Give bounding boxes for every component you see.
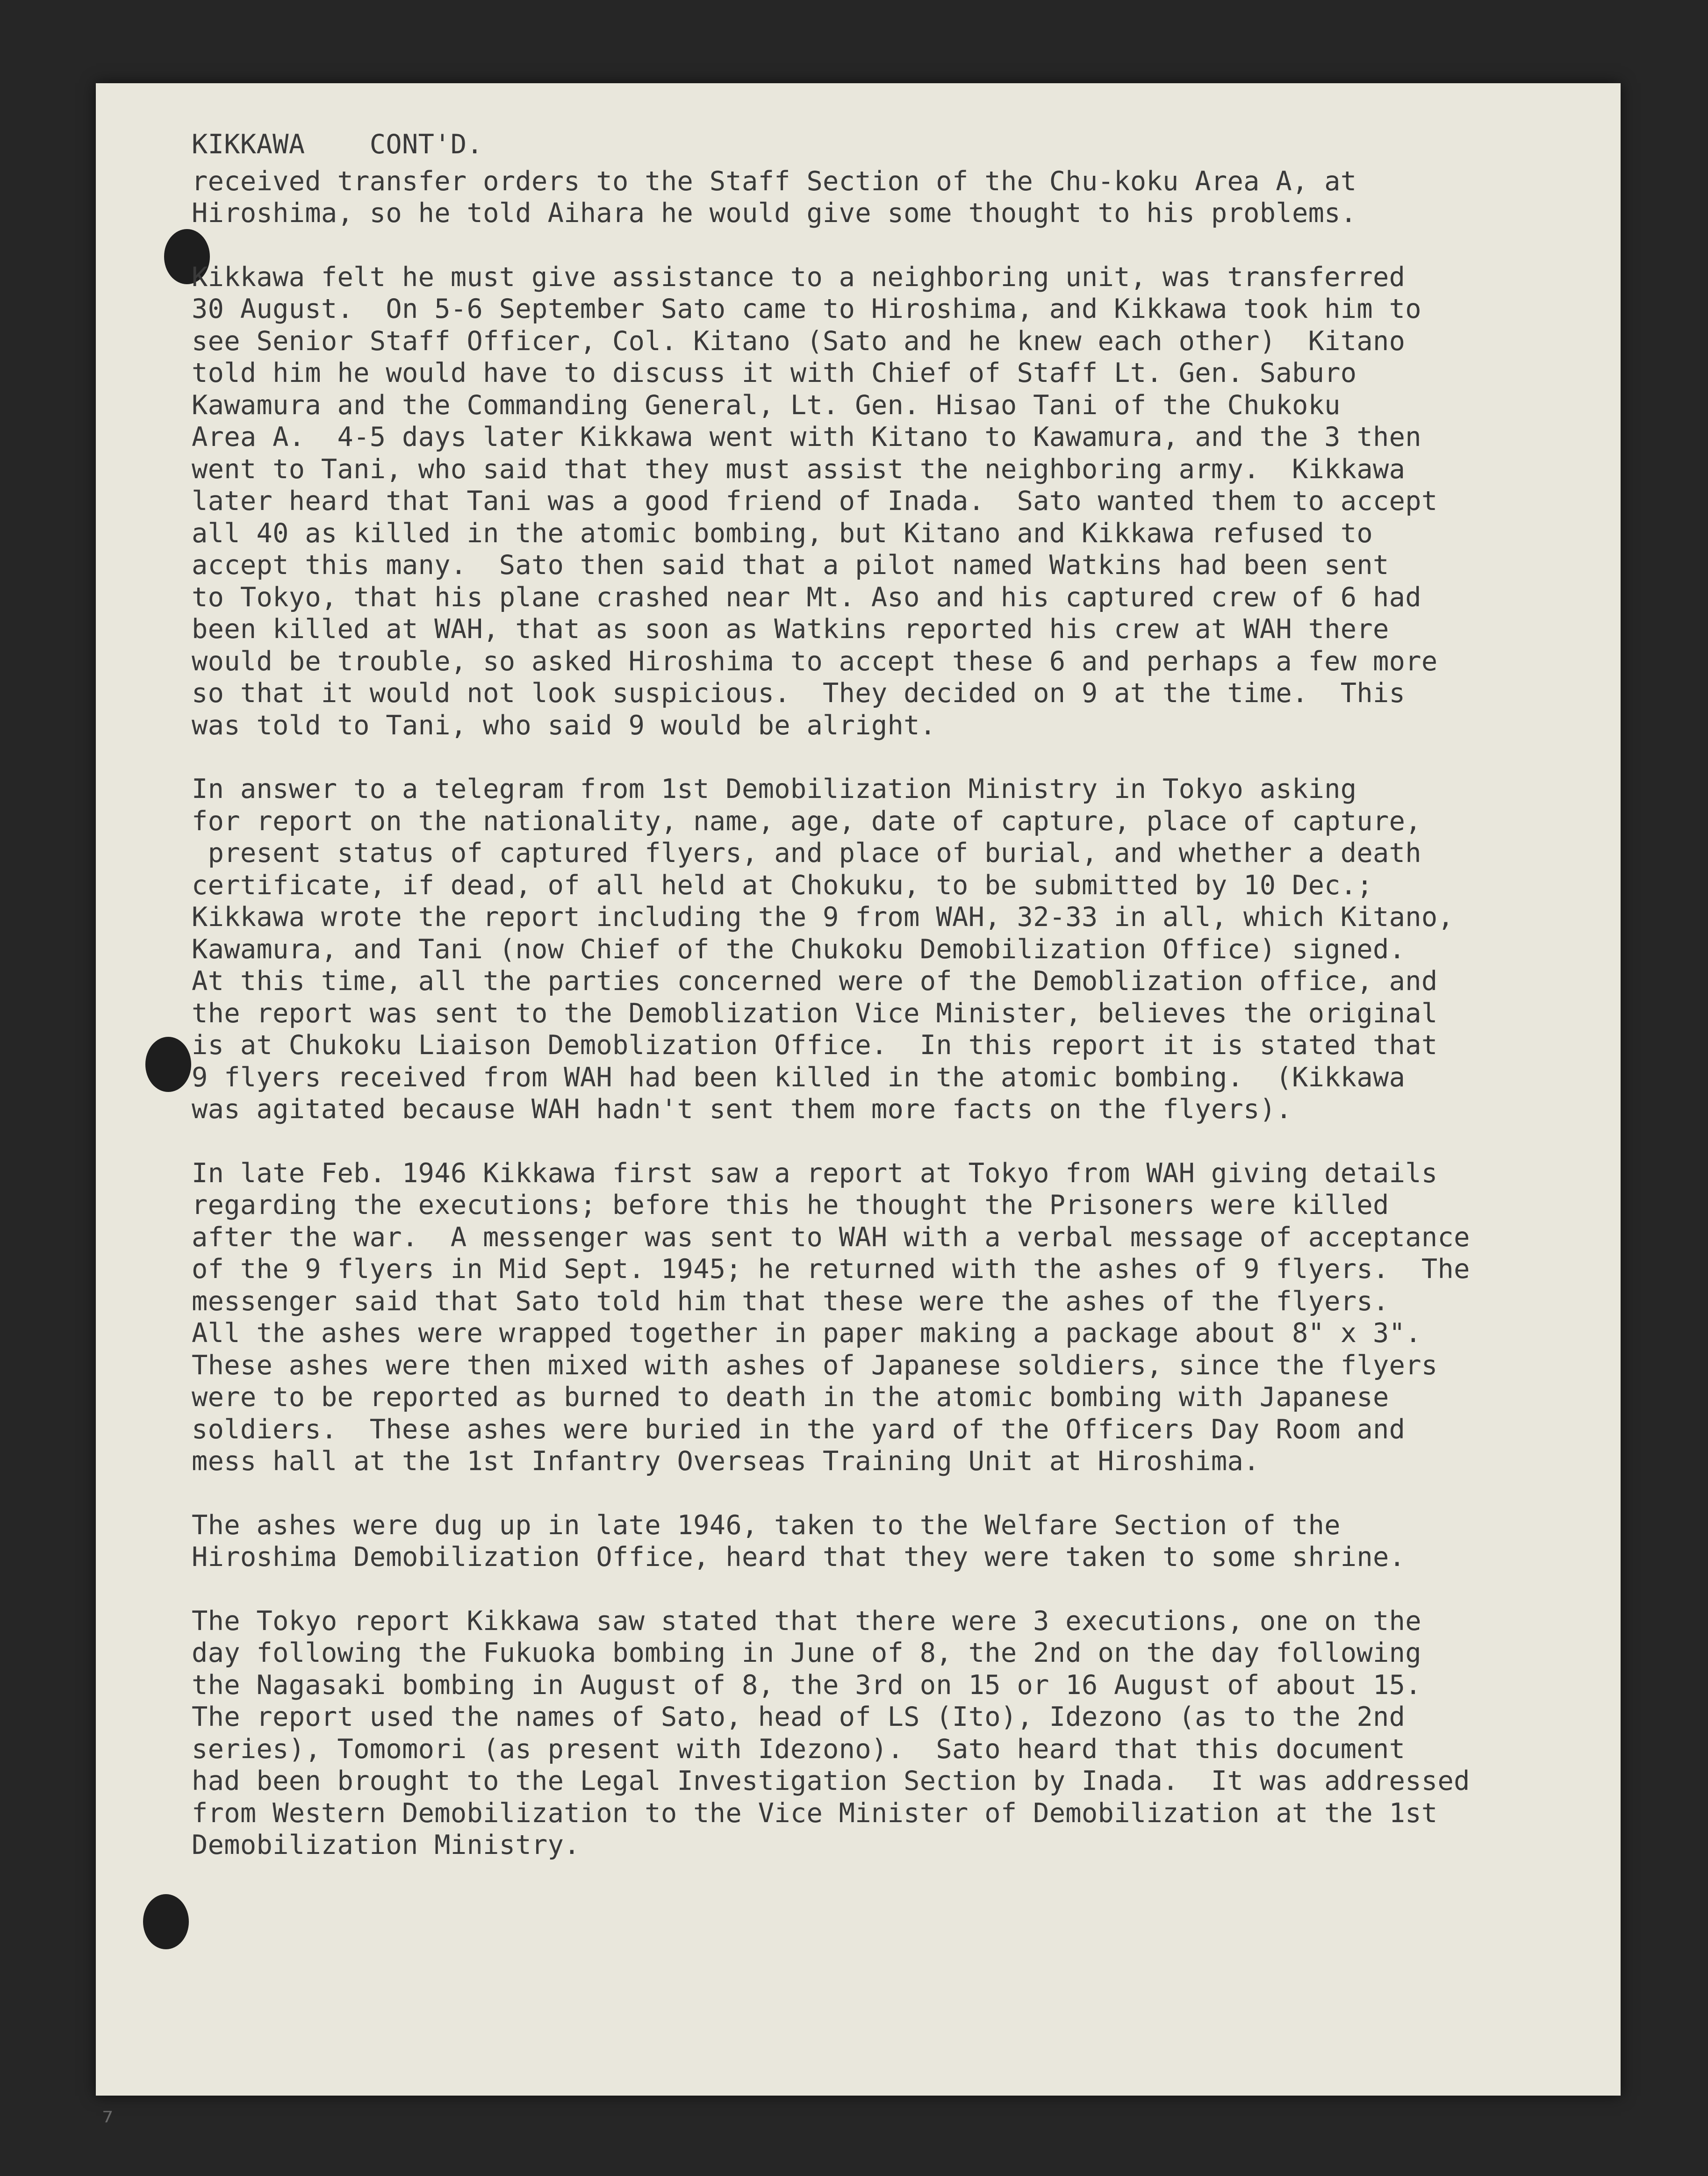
paragraph (192, 261, 1482, 742)
text-line: were to be reported as burned to death in the atomic bombing with Japanese (192, 1382, 1389, 1413)
text-line: present status of captured flyers, and place of burial, and whether a death (192, 838, 1421, 869)
text-line: The report used the names of Sato, head of LS (Ito), Idezono (as to the 2nd (192, 1702, 1406, 1732)
page-header: KIKKAWA CONT'D. (192, 129, 483, 160)
text-line: certificate, if dead, of all held at Chokuku, to be submitted by 10 Dec.; (192, 869, 1373, 901)
text-line: Kawamura and the Commanding General, Lt. Gen. Hisao Tani of the Chukoku (192, 389, 1341, 421)
paragraph (192, 1605, 1482, 1861)
punch-hole-middle (145, 1037, 191, 1092)
text-line: Kawamura, and Tani (now Chief of the Chukoku Demobilization Office) signed. (192, 934, 1406, 965)
text-line: told him he would have to discuss it with Chief of Staff Lt. Gen. Saburo (192, 358, 1357, 388)
text-line: messenger said that Sato told him that these were the ashes of the flyers. (192, 1285, 1389, 1317)
text-line: was agitated because WAH hadn't sent them more facts on the flyers). (192, 1094, 1292, 1125)
text-line: The Tokyo report Kikkawa saw stated that there were 3 executions, one on the (192, 1605, 1421, 1637)
text-line: Hiroshima Demobilization Office, heard that they were taken to some shrine. (192, 1542, 1406, 1573)
text-line: 30 August. On 5-6 September Sato came to Hiroshima, and Kikkawa took him to (192, 294, 1421, 324)
text-line: is at Chukoku Liaison Demoblization Office. In this report it is stated that (192, 1030, 1438, 1061)
text-line: Kikkawa felt he must give assistance to a neighboring unit, was transferred (192, 261, 1406, 293)
text-line: was told to Tani, who said 9 would be alright. (192, 710, 936, 741)
text-line: the Nagasaki bombing in August of 8, the 3rd on 15 or 16 August of about 15. (192, 1669, 1421, 1701)
paragraph (192, 165, 1482, 230)
text-line: In answer to a telegram from 1st Demobilization Ministry in Tokyo asking (192, 774, 1357, 804)
text-line: the report was sent to the Demoblization Vice Minister, believes the original (192, 998, 1438, 1029)
punch-hole-bottom (143, 1894, 189, 1949)
text-line: Hiroshima, so he told Aihara he would give some thought to his problems. (192, 198, 1357, 229)
text-line: In late Feb. 1946 Kikkawa first saw a report at Tokyo from WAH giving details (192, 1157, 1438, 1189)
text-line: series), Tomomori (as present with Idezono). Sato heard that this document (192, 1733, 1406, 1765)
text-line: soldiers. These ashes were buried in the yard of the Officers Day Room and (192, 1414, 1406, 1445)
paragraph (192, 1157, 1482, 1478)
text-line: would be trouble, so asked Hiroshima to accept these 6 and perhaps a few more (192, 646, 1438, 677)
paragraph (192, 773, 1482, 1126)
text-line: At this time, all the parties concerned were of the Demoblization office, and (192, 966, 1438, 997)
text-line: later heard that Tani was a good friend of Inada. Sato wanted them to accept (192, 486, 1438, 517)
text-line: Area A. 4-5 days later Kikkawa went with Kitano to Kawamura, and the 3 then (192, 422, 1421, 452)
text-line: been killed at WAH, that as soon as Watkins reported his crew at WAH there (192, 614, 1389, 645)
text-line: mess hall at the 1st Infantry Overseas Training Unit at Hiroshima. (192, 1446, 1260, 1477)
text-line: from Western Demobilization to the Vice Minister of Demobilization at the 1st (192, 1797, 1438, 1829)
text-line: accept this many. Sato then said that a pilot named Watkins had been sent (192, 550, 1389, 581)
corner-mark: ⁷ (102, 2106, 114, 2139)
text-line: had been brought to the Legal Investigation Section by Inada. It was addressed (192, 1766, 1470, 1796)
text-line: regarding the executions; before this he thought the Prisoners were killed (192, 1190, 1389, 1221)
text-line: These ashes were then mixed with ashes of Japanese soldiers, since the flyers (192, 1350, 1438, 1381)
text-line: so that it would not look suspicious. They decided on 9 at the time. This (192, 678, 1406, 709)
text-line: 9 flyers received from WAH had been killed in the atomic bombing. (Kikkawa (192, 1062, 1406, 1093)
text-line: to Tokyo, that his plane crashed near Mt. Aso and his captured crew of 6 had (192, 582, 1421, 613)
text-line: after the war. A messenger was sent to WAH with a verbal message of acceptance (192, 1221, 1470, 1253)
text-line: Demobilization Ministry. (192, 1830, 580, 1860)
text-line: day following the Fukuoka bombing in June of 8, the 2nd on the day following (192, 1637, 1421, 1668)
text-line: went to Tani, who said that they must assist the neighboring army. Kikkawa (192, 453, 1406, 485)
text-line: of the 9 flyers in Mid Sept. 1945; he returned with the ashes of 9 flyers. The (192, 1254, 1470, 1285)
text-line: received transfer orders to the Staff Section of the Chu-koku Area A, at (192, 165, 1357, 197)
text-line: all 40 as killed in the atomic bombing, but Kitano and Kikkawa refused to (192, 517, 1373, 549)
paragraph-container (192, 165, 1482, 1861)
document-body (192, 129, 1482, 1893)
text-line: All the ashes were wrapped together in paper making a package about 8" x 3". (192, 1318, 1421, 1349)
text-line: see Senior Staff Officer, Col. Kitano (Sato and he knew each other) Kitano (192, 325, 1406, 357)
paragraph (192, 1509, 1482, 1573)
text-line: for report on the nationality, name, age, date of capture, place of capture, (192, 805, 1421, 837)
text-line: Kikkawa wrote the report including the 9 from WAH, 32-33 in all, which Kitano, (192, 902, 1454, 933)
text-line: The ashes were dug up in late 1946, taken to the Welfare Section of the (192, 1509, 1341, 1541)
